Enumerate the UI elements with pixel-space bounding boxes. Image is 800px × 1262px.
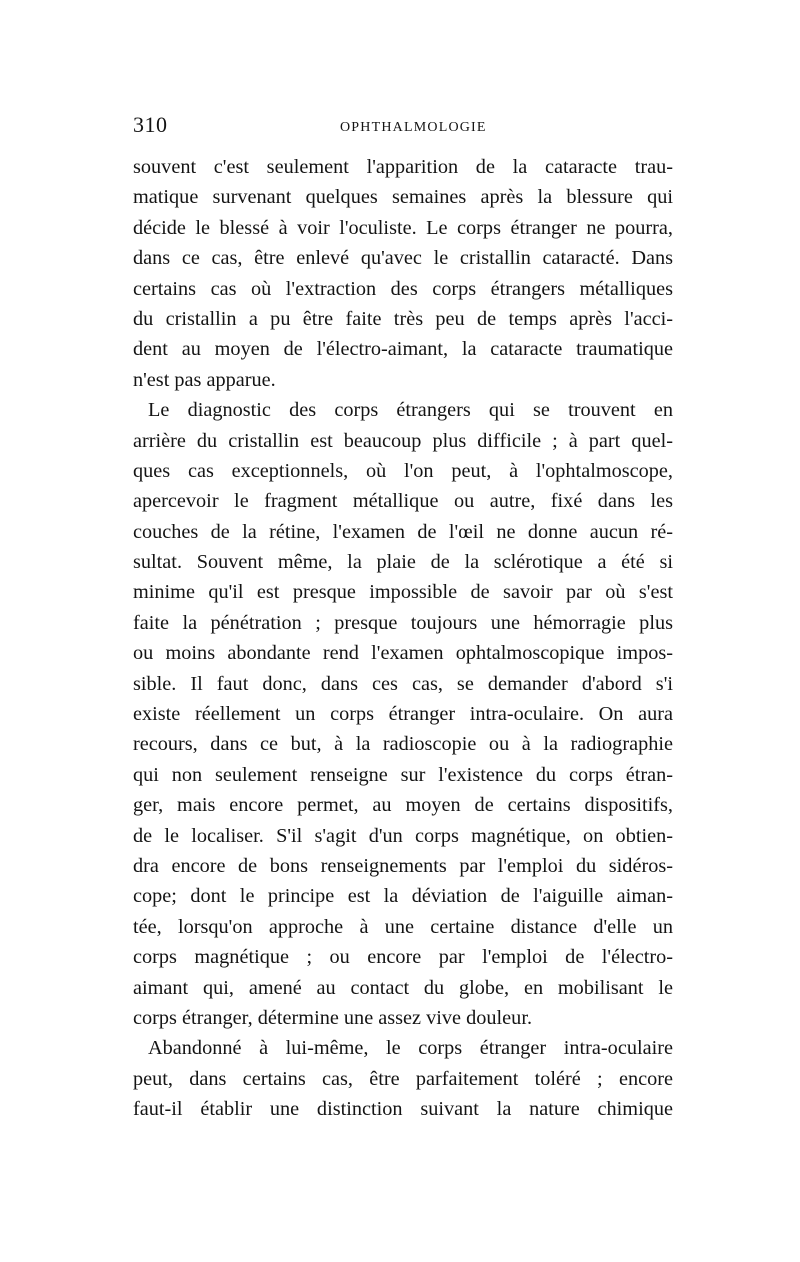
text-line: dent au moyen de l'électro-aimant, la cataracte traumatique (133, 338, 673, 361)
page (133, 112, 673, 1125)
text-line: corps étranger, détermine une assez vive douleur. (133, 1006, 533, 1029)
text-line: recours, dans ce but, à la radioscopie ou à la radiographie (133, 733, 673, 756)
text-line: tée, lorsqu'on approche à une certaine distance d'elle un (133, 915, 673, 938)
text-line: du cristallin a pu être faite très peu de temps après l'acci- (133, 307, 673, 330)
text-line: couches de la rétine, l'examen de l'œil ne donne aucun ré- (133, 520, 673, 543)
running-title: OPHTHALMOLOGIE (340, 120, 487, 135)
text-line: dra encore de bons renseignements par l'emploi du sidéros- (133, 854, 673, 877)
text-line: Le diagnostic des corps étrangers qui se trouvent en (148, 399, 673, 422)
text-line: peut, dans certains cas, être parfaitement toléré ; encore (133, 1067, 673, 1090)
text-line: n'est pas apparue. (133, 368, 276, 391)
text-line: ou moins abondante rend l'examen ophtalmoscopique impos- (133, 642, 673, 665)
text-line: faite la pénétration ; presque toujours une hémorragie plus (133, 611, 673, 634)
text-line: décide le blessé à voir l'oculiste. Le corps étranger ne pourra, (133, 216, 673, 239)
text-line: minime qu'il est presque impossible de savoir par où s'est (133, 581, 673, 604)
text-line: ques cas exceptionnels, où l'on peut, à l'ophtalmoscope, (133, 459, 673, 482)
text-line: ger, mais encore permet, au moyen de certains dispositifs, (133, 794, 673, 817)
text-line: faut-il établir une distinction suivant la nature chimique (133, 1098, 673, 1121)
text-line: apercevoir le fragment métallique ou autre, fixé dans les (133, 490, 673, 513)
text-line: cope; dont le principe est la déviation de l'aiguille aiman- (133, 885, 673, 908)
text-line: dans ce cas, être enlevé qu'avec le cristallin cataracté. Dans (133, 247, 673, 270)
text-line: qui non seulement renseigne sur l'existence du corps étran- (133, 763, 673, 786)
page-header (133, 112, 673, 142)
text-line: de le localiser. S'il s'agit d'un corps magnétique, on obtien- (133, 824, 673, 847)
text-line: existe réellement un corps étranger intra-oculaire. On aura (133, 703, 673, 726)
text-line: certains cas où l'extraction des corps étrangers métalliques (133, 277, 673, 300)
text-line: matique survenant quelques semaines après la blessure qui (133, 186, 673, 209)
text-line: aimant qui, amené au contact du globe, en mobilisant le (133, 976, 673, 999)
page-number: 310 (133, 112, 168, 137)
text-line: souvent c'est seulement l'apparition de la cataracte trau- (133, 156, 673, 178)
text-line: sultat. Souvent même, la plaie de la sclérotique a été si (133, 551, 673, 574)
text-line: sible. Il faut donc, dans ces cas, se demander d'abord s'i (133, 672, 673, 695)
body-text (133, 152, 673, 1125)
text-line: Abandonné à lui-même, le corps étranger intra-oculaire (148, 1037, 673, 1060)
text-line: arrière du cristallin est beaucoup plus difficile ; à part quel- (133, 429, 673, 452)
text-line: corps magnétique ; ou encore par l'emploi de l'électro- (133, 946, 673, 969)
